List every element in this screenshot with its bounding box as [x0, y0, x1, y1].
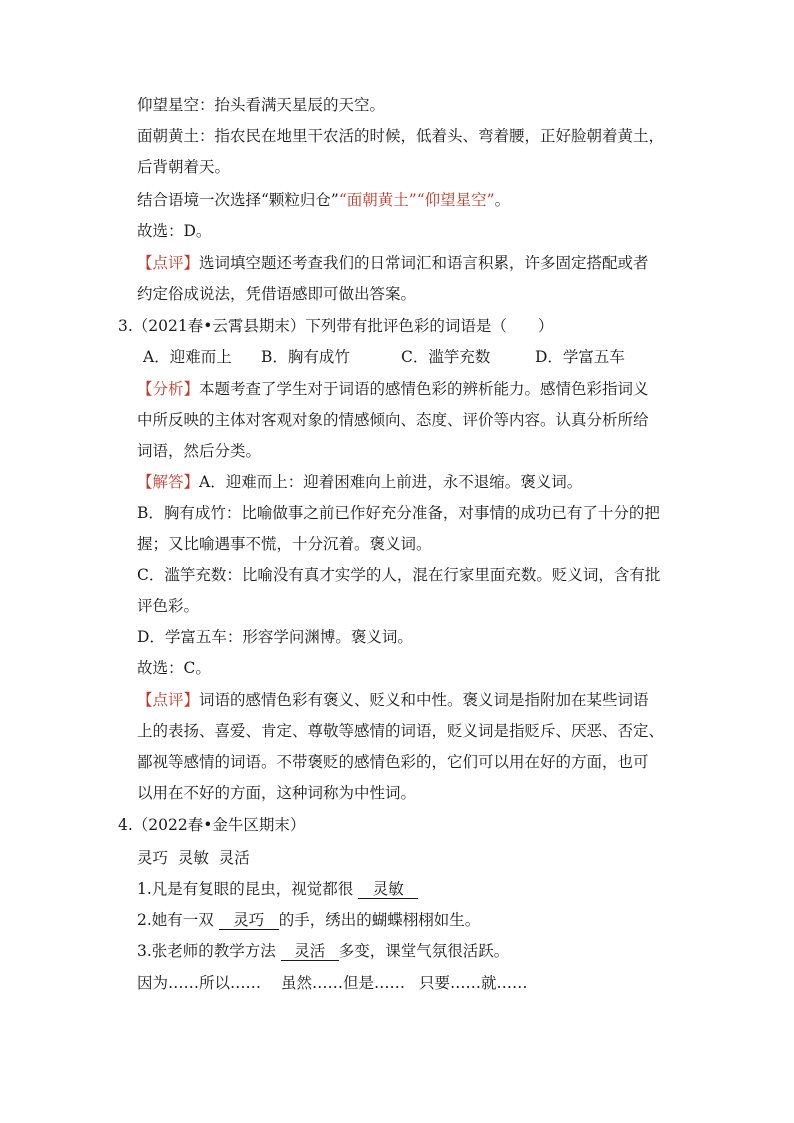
sentence-3-prefix: 3.张老师的教学方法: [137, 942, 276, 960]
question-number: 4.: [118, 816, 133, 834]
question-source: （2022春•金牛区期末）: [132, 816, 306, 834]
comment-tag: 【点评】: [137, 691, 200, 709]
q3-solution-c-cont: 评色彩。: [137, 597, 200, 615]
option-c: C．滥竽充数: [401, 348, 491, 366]
q4-heading: [118, 815, 305, 835]
option-d: D．学富五车: [535, 348, 625, 366]
connectives-row: [137, 973, 528, 993]
q3-analysis: [137, 379, 649, 399]
question-number: 3.: [118, 317, 133, 335]
context-highlight-1: “面朝黄土”: [338, 191, 417, 209]
term-star: 仰望星空: [137, 96, 200, 114]
connective-1: 因为……所以……: [137, 974, 262, 992]
context-suffix: 。: [494, 191, 511, 209]
blank-1[interactable]: 灵敏: [358, 880, 418, 899]
solution-a-text: A．迎难而上：迎着困难向上前进，永不退缩。褒义词。: [199, 473, 583, 491]
q3-solution-a: [137, 472, 582, 492]
sentence-1-prefix: 1.凡是有复眼的昆虫，视觉都很: [137, 880, 354, 898]
connective-3: 只要……就……: [419, 974, 528, 992]
comment-text: 词语的感情色彩有褒义、贬义和中性。褒义词是指附加在某些词语: [199, 691, 649, 709]
q3-heading: [118, 316, 553, 336]
q3-comment-cont-1: 上的表扬、喜爱、肯定、尊敬等感情的词语，贬义词是指贬斥、厌恶、否定、: [137, 722, 665, 740]
comment-text: 选词填空题还考查我们的日常词汇和语言积累，许多固定搭配或者: [199, 254, 649, 272]
comment-tag: 【点评】: [137, 254, 200, 272]
definition-soil-body: ：指农民在地里干农活的时候，低着头、弯着腰，正好脸朝着黄土，: [199, 127, 665, 145]
analysis-text: 本题考查了学生对于词语的感情色彩的辨析能力。感情色彩指词义: [199, 380, 649, 398]
q3-solution-b: B．胸有成竹：比喻做事之前已作好充分准备，对事情的成功已有了十分的把: [137, 504, 660, 522]
word-bank: 灵巧 灵敏 灵活: [137, 849, 250, 867]
q4-sentence-1: [137, 879, 418, 899]
question-stem: 下列带有批评色彩的词语是（ ）: [305, 317, 554, 335]
q3-comment-cont-3: 以用在不好的方面，这种词称为中性词。: [137, 784, 417, 802]
analysis-tag: 【分析】: [137, 380, 200, 398]
q3-answer: 故选：C。: [137, 659, 211, 677]
connective-2: 虽然……但是……: [281, 974, 406, 992]
q3-analysis-cont-2: 词语，然后分类。: [137, 442, 262, 460]
definition-soil-cont: 后背朝着天。: [137, 158, 231, 176]
option-b: B．胸有成竹: [261, 348, 350, 366]
q2-comment: [137, 253, 649, 273]
context-highlight-2: “仰望星空”: [416, 191, 495, 209]
q3-solution-c: C．滥竽充数：比喻没有真才实学的人，混在行家里面充数。贬义词，含有批: [137, 566, 661, 584]
definition-soil: [137, 126, 664, 146]
q3-comment-cont-2: 鄙视等感情的词语。不带褒贬的感情色彩的，它们可以用在好的方面，也可: [137, 753, 649, 771]
definition-star: [137, 95, 385, 115]
blank-3[interactable]: 灵活: [281, 942, 339, 961]
q3-analysis-cont-1: 中所反映的主体对客观对象的情感倾向、态度、评价等内容。认真分析所给: [137, 411, 649, 429]
q4-sentence-2: [137, 910, 480, 930]
option-a: A．迎难而上: [143, 348, 232, 366]
term-soil: 面朝黄土: [137, 127, 200, 145]
q2-answer: 故选：D。: [137, 222, 212, 240]
q2-comment-cont: 约定俗成说法，凭借语感即可做出答案。: [137, 285, 417, 303]
context-prefix: 结合语境一次选择“颗粒归仓”: [137, 191, 339, 209]
question-source: （2021春•云霄县期末）: [132, 317, 306, 335]
q3-solution-d: D．学富五车：形容学问渊博。褒义词。: [137, 628, 413, 646]
solution-tag: 【解答】: [137, 473, 200, 491]
sentence-3-suffix: 多变，课堂气氛很活跃。: [338, 942, 510, 960]
blank-2[interactable]: 灵巧: [219, 911, 279, 930]
definition-star-body: ：抬头看满天星辰的天空。: [199, 96, 386, 114]
q3-comment: [137, 690, 649, 710]
sentence-2-prefix: 2.她有一双: [137, 911, 214, 929]
q3-options: [143, 347, 625, 367]
sentence-2-suffix: 的手，绣出的蝴蝶栩栩如生。: [278, 911, 481, 929]
q3-solution-b-cont: 握；又比喻遇事不慌，十分沉着。褒义词。: [137, 535, 432, 553]
context-sentence: [137, 190, 510, 210]
q4-sentence-3: [137, 941, 509, 961]
